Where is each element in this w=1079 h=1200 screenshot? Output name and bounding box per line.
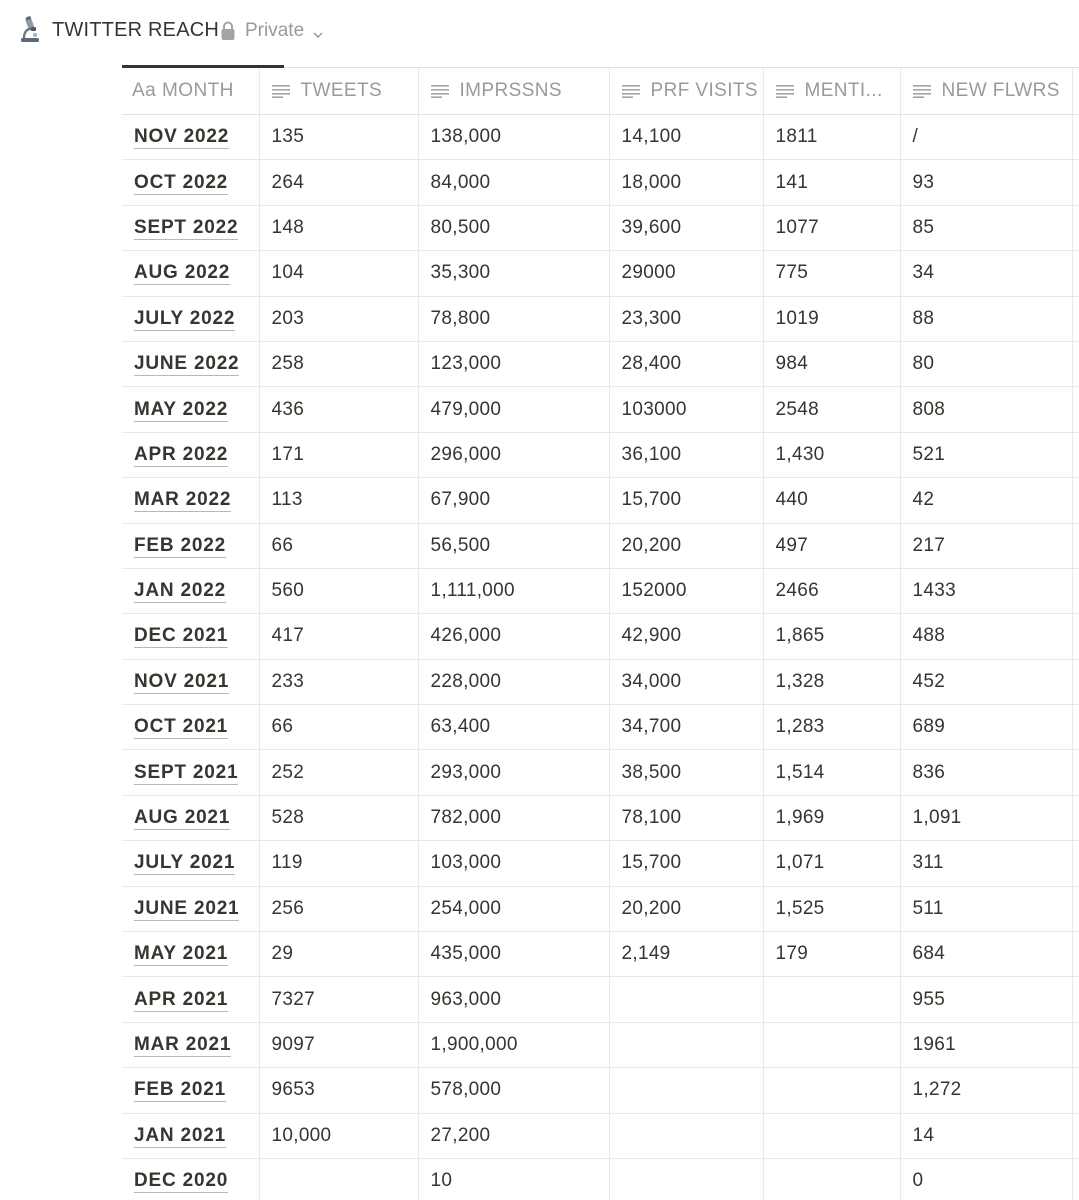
cell-tweets[interactable]: 560 <box>259 568 418 613</box>
cell-mentions[interactable]: 2466 <box>763 568 900 613</box>
row-title-link[interactable]: OCT 2021 <box>134 716 229 738</box>
cell-overflow <box>1072 705 1079 750</box>
cell-profile-visits[interactable]: 14,100 <box>609 115 763 160</box>
cell-overflow <box>1072 523 1079 568</box>
cell-impressions[interactable]: 27,200 <box>418 1113 609 1158</box>
cell-impressions[interactable]: 138,000 <box>418 115 609 160</box>
cell-overflow <box>1072 1022 1079 1067</box>
cell-month[interactable] <box>122 341 259 386</box>
top-bar <box>0 0 1079 62</box>
cell-new-followers[interactable]: 311 <box>900 841 1072 886</box>
cell-new-followers[interactable]: 808 <box>900 387 1072 432</box>
cell-overflow <box>1072 977 1079 1022</box>
cell-new-followers[interactable]: 684 <box>900 932 1072 977</box>
cell-mentions[interactable]: 1,525 <box>763 886 900 931</box>
cell-impressions[interactable]: 578,000 <box>418 1068 609 1113</box>
cell-overflow <box>1072 1158 1079 1200</box>
cell-overflow <box>1072 659 1079 704</box>
cell-overflow <box>1072 614 1079 659</box>
cell-profile-visits[interactable]: 42,900 <box>609 614 763 659</box>
cell-month[interactable] <box>122 705 259 750</box>
cell-mentions[interactable]: 1811 <box>763 115 900 160</box>
row-title-link[interactable]: NOV 2021 <box>134 670 230 692</box>
cell-impressions[interactable]: 80,500 <box>418 205 609 250</box>
row-title-link[interactable]: OCT 2022 <box>134 171 229 193</box>
row-title-link[interactable]: APR 2022 <box>134 443 229 465</box>
cell-month[interactable] <box>122 432 259 477</box>
column-header-mentions[interactable] <box>763 68 900 115</box>
row-title-link[interactable]: NOV 2022 <box>134 126 230 148</box>
cell-new-followers[interactable]: 1,091 <box>900 795 1072 840</box>
row-title-link[interactable]: DEC 2020 <box>134 1170 229 1192</box>
cell-new-followers[interactable]: 1433 <box>900 568 1072 613</box>
cell-mentions[interactable] <box>763 977 900 1022</box>
cell-impressions[interactable]: 67,900 <box>418 478 609 523</box>
cell-mentions[interactable] <box>763 1113 900 1158</box>
cell-tweets[interactable]: 256 <box>259 886 418 931</box>
cell-impressions[interactable]: 1,900,000 <box>418 1022 609 1067</box>
cell-impressions[interactable]: 228,000 <box>418 659 609 704</box>
table-row[interactable] <box>122 614 1079 659</box>
cell-mentions[interactable]: 1,071 <box>763 841 900 886</box>
cell-tweets[interactable]: 66 <box>259 705 418 750</box>
cell-month[interactable] <box>122 977 259 1022</box>
row-title-link[interactable]: APR 2021 <box>134 988 229 1010</box>
cell-overflow <box>1072 387 1079 432</box>
cell-tweets[interactable]: 135 <box>259 115 418 160</box>
cell-profile-visits[interactable] <box>609 1158 763 1200</box>
table-row[interactable] <box>122 341 1079 386</box>
text-lines-icon <box>431 82 449 96</box>
cell-new-followers[interactable]: 93 <box>900 160 1072 205</box>
column-header-label: NEW FLWRS <box>941 80 1060 101</box>
cell-month[interactable] <box>122 568 259 613</box>
cell-overflow <box>1072 1113 1079 1158</box>
cell-tweets[interactable]: 264 <box>259 160 418 205</box>
cell-tweets[interactable]: 203 <box>259 296 418 341</box>
cell-new-followers[interactable]: 88 <box>900 296 1072 341</box>
table-header-row <box>122 68 1079 115</box>
cell-tweets[interactable]: 148 <box>259 205 418 250</box>
cell-month[interactable] <box>122 115 259 160</box>
cell-overflow <box>1072 432 1079 477</box>
cell-overflow <box>1072 932 1079 977</box>
text-lines-icon <box>272 82 290 96</box>
cell-profile-visits[interactable]: 38,500 <box>609 750 763 795</box>
cell-impressions[interactable]: 479,000 <box>418 387 609 432</box>
cell-tweets[interactable] <box>259 1158 418 1200</box>
cell-tweets[interactable]: 29 <box>259 932 418 977</box>
cell-overflow <box>1072 841 1079 886</box>
table-row[interactable] <box>122 705 1079 750</box>
row-title-link[interactable]: JAN 2021 <box>134 1124 226 1146</box>
cell-overflow <box>1072 341 1079 386</box>
cell-overflow <box>1072 296 1079 341</box>
cell-tweets[interactable]: 252 <box>259 750 418 795</box>
cell-new-followers[interactable]: 511 <box>900 886 1072 931</box>
cell-month[interactable] <box>122 1158 259 1200</box>
row-title-link[interactable]: SEPT 2021 <box>134 761 239 783</box>
cell-overflow <box>1072 750 1079 795</box>
table-row[interactable] <box>122 523 1079 568</box>
column-header-overflow <box>1072 68 1079 115</box>
cell-mentions[interactable]: 179 <box>763 932 900 977</box>
cell-new-followers[interactable]: 488 <box>900 614 1072 659</box>
lock-icon <box>220 21 236 41</box>
cell-tweets[interactable]: 528 <box>259 795 418 840</box>
cell-month[interactable] <box>122 614 259 659</box>
cell-profile-visits[interactable]: 28,400 <box>609 341 763 386</box>
cell-mentions[interactable]: 1,969 <box>763 795 900 840</box>
cell-impressions[interactable]: 254,000 <box>418 886 609 931</box>
cell-impressions[interactable]: 78,800 <box>418 296 609 341</box>
row-title-link[interactable]: MAR 2022 <box>134 489 232 511</box>
table-row[interactable] <box>122 568 1079 613</box>
cell-month[interactable] <box>122 523 259 568</box>
cell-new-followers[interactable]: 689 <box>900 705 1072 750</box>
cell-tweets[interactable]: 9097 <box>259 1022 418 1067</box>
cell-new-followers[interactable]: 80 <box>900 341 1072 386</box>
cell-tweets[interactable]: 417 <box>259 614 418 659</box>
cell-impressions[interactable]: 63,400 <box>418 705 609 750</box>
cell-mentions[interactable]: 1,430 <box>763 432 900 477</box>
cell-overflow <box>1072 795 1079 840</box>
text-lines-icon <box>622 82 640 96</box>
cell-tweets[interactable]: 119 <box>259 841 418 886</box>
cell-profile-visits[interactable]: 2,149 <box>609 932 763 977</box>
cell-tweets[interactable]: 104 <box>259 251 418 296</box>
column-header-label: MONTH <box>162 80 234 101</box>
cell-mentions[interactable]: 1,283 <box>763 705 900 750</box>
cell-overflow <box>1072 886 1079 931</box>
cell-impressions[interactable]: 35,300 <box>418 251 609 296</box>
column-header-label: MENTI... <box>804 80 883 101</box>
cell-tweets[interactable]: 258 <box>259 341 418 386</box>
cell-profile-visits[interactable]: 20,200 <box>609 886 763 931</box>
cell-impressions[interactable]: 782,000 <box>418 795 609 840</box>
table-row[interactable] <box>122 478 1079 523</box>
cell-mentions[interactable] <box>763 1068 900 1113</box>
cell-tweets[interactable]: 66 <box>259 523 418 568</box>
cell-profile-visits[interactable] <box>609 977 763 1022</box>
cell-overflow <box>1072 251 1079 296</box>
cell-profile-visits[interactable]: 36,100 <box>609 432 763 477</box>
privacy-dropdown[interactable] <box>220 18 324 44</box>
cell-tweets[interactable]: 10,000 <box>259 1113 418 1158</box>
cell-tweets[interactable]: 233 <box>259 659 418 704</box>
cell-month[interactable] <box>122 251 259 296</box>
cell-impressions[interactable]: 296,000 <box>418 432 609 477</box>
cell-profile-visits[interactable]: 20,200 <box>609 523 763 568</box>
cell-impressions[interactable]: 84,000 <box>418 160 609 205</box>
cell-profile-visits[interactable]: 18,000 <box>609 160 763 205</box>
row-title-link[interactable]: MAY 2021 <box>134 943 229 965</box>
cell-mentions[interactable]: 984 <box>763 341 900 386</box>
privacy-label: Private <box>245 20 305 41</box>
cell-profile-visits[interactable] <box>609 1068 763 1113</box>
cell-mentions[interactable]: 1019 <box>763 296 900 341</box>
cell-overflow <box>1072 160 1079 205</box>
cell-impressions[interactable]: 435,000 <box>418 932 609 977</box>
cell-profile-visits[interactable] <box>609 1022 763 1067</box>
cell-profile-visits[interactable]: 34,700 <box>609 705 763 750</box>
cell-tweets[interactable]: 7327 <box>259 977 418 1022</box>
table-row[interactable] <box>122 160 1079 205</box>
chevron-down-icon <box>312 25 324 37</box>
cell-tweets[interactable]: 9653 <box>259 1068 418 1113</box>
cell-mentions[interactable] <box>763 1022 900 1067</box>
column-header-label: PRF VISITS <box>650 80 758 101</box>
row-title-link[interactable]: MAY 2022 <box>134 398 229 420</box>
cell-profile-visits[interactable]: 152000 <box>609 568 763 613</box>
row-title-link[interactable]: JUNE 2022 <box>134 353 240 375</box>
cell-new-followers[interactable]: 521 <box>900 432 1072 477</box>
column-header-month[interactable] <box>122 68 259 115</box>
row-title-link[interactable]: AUG 2022 <box>134 262 231 284</box>
row-title-link[interactable]: JULY 2022 <box>134 307 236 329</box>
table-row[interactable] <box>122 251 1079 296</box>
cell-month[interactable] <box>122 1068 259 1113</box>
cell-new-followers[interactable]: 452 <box>900 659 1072 704</box>
cell-profile-visits[interactable]: 39,600 <box>609 205 763 250</box>
cell-mentions[interactable]: 1077 <box>763 205 900 250</box>
table-row[interactable] <box>122 115 1079 160</box>
cell-new-followers[interactable]: 34 <box>900 251 1072 296</box>
cell-month[interactable] <box>122 160 259 205</box>
cell-impressions[interactable]: 56,500 <box>418 523 609 568</box>
column-header-impressions[interactable] <box>418 68 609 115</box>
cell-overflow <box>1072 478 1079 523</box>
cell-month[interactable] <box>122 932 259 977</box>
cell-month[interactable] <box>122 296 259 341</box>
cell-mentions[interactable]: 1,328 <box>763 659 900 704</box>
cell-new-followers[interactable]: 1961 <box>900 1022 1072 1067</box>
table-row[interactable] <box>122 977 1079 1022</box>
cell-month[interactable] <box>122 795 259 840</box>
cell-mentions[interactable]: 1,514 <box>763 750 900 795</box>
cell-mentions[interactable]: 2548 <box>763 387 900 432</box>
cell-new-followers[interactable]: 14 <box>900 1113 1072 1158</box>
text-lines-icon <box>913 82 931 96</box>
cell-new-followers[interactable]: 955 <box>900 977 1072 1022</box>
column-header-profile-visits[interactable] <box>609 68 763 115</box>
cell-impressions[interactable]: 103,000 <box>418 841 609 886</box>
cell-profile-visits[interactable]: 15,700 <box>609 841 763 886</box>
cell-new-followers[interactable]: 0 <box>900 1158 1072 1200</box>
row-title-link[interactable]: FEB 2021 <box>134 1079 226 1101</box>
table-row[interactable] <box>122 750 1079 795</box>
row-title-link[interactable]: MAR 2021 <box>134 1034 232 1055</box>
cell-impressions[interactable]: 963,000 <box>418 977 609 1022</box>
cell-new-followers[interactable]: / <box>900 115 1072 160</box>
column-header-label: TWEETS <box>300 80 383 101</box>
table-row[interactable] <box>122 795 1079 840</box>
cell-month[interactable] <box>122 750 259 795</box>
cell-mentions[interactable] <box>763 1158 900 1200</box>
table-row[interactable] <box>122 432 1079 477</box>
cell-new-followers[interactable]: 836 <box>900 750 1072 795</box>
cell-profile-visits[interactable]: 23,300 <box>609 296 763 341</box>
text-lines-icon <box>776 82 794 96</box>
row-title-link[interactable]: FEB 2022 <box>134 534 226 556</box>
cell-new-followers[interactable]: 42 <box>900 478 1072 523</box>
table-row[interactable] <box>122 387 1079 432</box>
cell-tweets[interactable]: 113 <box>259 478 418 523</box>
cell-impressions[interactable]: 10 <box>418 1158 609 1200</box>
page-title[interactable]: TWITTER REACH <box>52 19 220 41</box>
table-row[interactable] <box>122 1113 1079 1158</box>
cell-month[interactable] <box>122 659 259 704</box>
cell-profile-visits[interactable] <box>609 1113 763 1158</box>
cell-impressions[interactable]: 426,000 <box>418 614 609 659</box>
cell-mentions[interactable]: 775 <box>763 251 900 296</box>
cell-overflow <box>1072 568 1079 613</box>
cell-profile-visits[interactable]: 29000 <box>609 251 763 296</box>
column-header-new-followers[interactable] <box>900 68 1072 115</box>
table-row[interactable] <box>122 296 1079 341</box>
table-row[interactable] <box>122 1068 1079 1113</box>
cell-profile-visits[interactable]: 15,700 <box>609 478 763 523</box>
table-row[interactable] <box>122 205 1079 250</box>
cell-profile-visits[interactable]: 34,000 <box>609 659 763 704</box>
microscope-icon[interactable] <box>18 16 42 44</box>
cell-month[interactable] <box>122 841 259 886</box>
column-header-label: IMPRSSNS <box>459 80 562 101</box>
row-title-link[interactable]: JUNE 2021 <box>134 897 240 919</box>
row-title-link[interactable]: AUG 2021 <box>134 807 231 829</box>
cell-mentions[interactable]: 440 <box>763 478 900 523</box>
cell-month[interactable] <box>122 387 259 432</box>
cell-new-followers[interactable]: 1,272 <box>900 1068 1072 1113</box>
cell-mentions[interactable]: 497 <box>763 523 900 568</box>
cell-new-followers[interactable]: 217 <box>900 523 1072 568</box>
table-row[interactable] <box>122 932 1079 977</box>
cell-overflow <box>1072 1068 1079 1113</box>
row-title-link[interactable]: JULY 2021 <box>134 852 236 874</box>
cell-overflow <box>1072 115 1079 160</box>
table-row[interactable] <box>122 1158 1079 1200</box>
cell-overflow <box>1072 205 1079 250</box>
table-row[interactable] <box>122 659 1079 704</box>
cell-month[interactable] <box>122 886 259 931</box>
cell-month[interactable] <box>122 1022 259 1067</box>
cell-mentions[interactable]: 141 <box>763 160 900 205</box>
cell-new-followers[interactable]: 85 <box>900 205 1072 250</box>
database-table <box>122 68 1079 1200</box>
cell-mentions[interactable]: 1,865 <box>763 614 900 659</box>
table-row[interactable] <box>122 886 1079 931</box>
title-aa-icon: Aa <box>132 80 157 101</box>
cell-profile-visits[interactable]: 78,100 <box>609 795 763 840</box>
cell-impressions[interactable]: 293,000 <box>418 750 609 795</box>
table-row[interactable] <box>122 1022 1079 1067</box>
table-row[interactable] <box>122 841 1079 886</box>
cell-month[interactable] <box>122 478 259 523</box>
row-title-link[interactable]: DEC 2021 <box>134 625 229 647</box>
row-title-link[interactable]: SEPT 2022 <box>134 216 239 238</box>
cell-impressions[interactable]: 123,000 <box>418 341 609 386</box>
column-header-tweets[interactable] <box>259 68 418 115</box>
cell-month[interactable] <box>122 205 259 250</box>
cell-tweets[interactable]: 171 <box>259 432 418 477</box>
cell-month[interactable] <box>122 1113 259 1158</box>
cell-tweets[interactable]: 436 <box>259 387 418 432</box>
table-body <box>122 115 1079 1200</box>
cell-impressions[interactable]: 1,111,000 <box>418 568 609 613</box>
cell-profile-visits[interactable]: 103000 <box>609 387 763 432</box>
row-title-link[interactable]: JAN 2022 <box>134 580 226 602</box>
